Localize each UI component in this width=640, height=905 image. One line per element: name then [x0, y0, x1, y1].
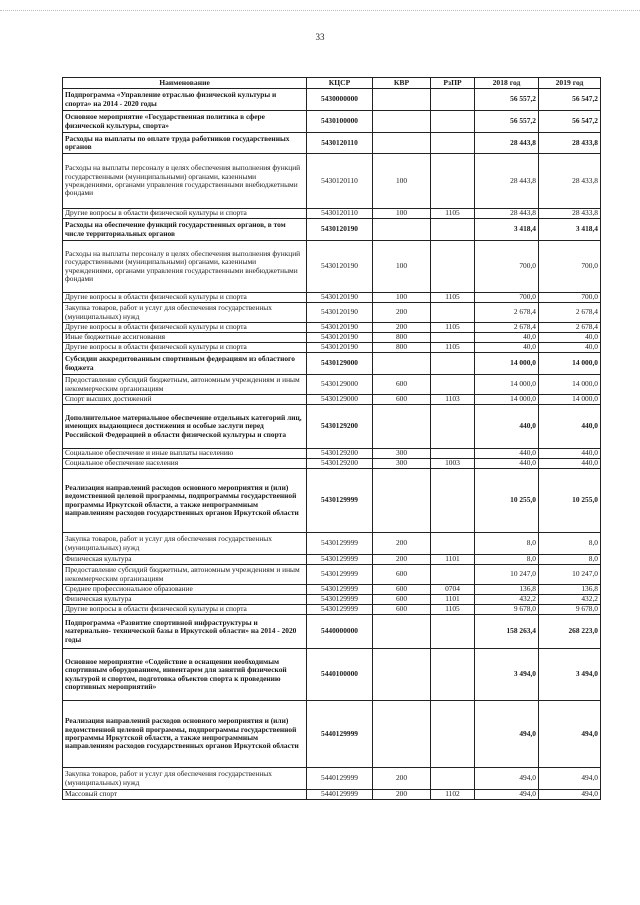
- cell-2019: 9 678,0: [539, 605, 601, 615]
- cell-kvr: 200: [373, 533, 431, 555]
- cell-2018: 494,0: [475, 768, 539, 790]
- cell-rzpr: [431, 111, 475, 133]
- cell-kvr: [373, 219, 431, 241]
- table-row: [63, 375, 601, 395]
- cell-2018: 494,0: [475, 701, 539, 768]
- cell-2019: 440,0: [539, 459, 601, 469]
- cell-name: Расходы на обеспечение функций государственных органов, в том числе территориальных органов: [63, 219, 307, 241]
- cell-name: Среднее профессиональное образование: [63, 585, 307, 595]
- cell-rzpr: [431, 133, 475, 154]
- cell-2019: 14 000,0: [539, 375, 601, 395]
- cell-rzpr: [431, 405, 475, 449]
- cell-kvr: 200: [373, 790, 431, 800]
- table-row: [63, 333, 601, 343]
- table-row: [63, 405, 601, 449]
- cell-kcsr: 5440129999: [307, 701, 373, 768]
- cell-2018: 14 000,0: [475, 375, 539, 395]
- cell-kvr: 600: [373, 565, 431, 585]
- cell-rzpr: 1103: [431, 395, 475, 405]
- cell-kvr: 300: [373, 449, 431, 459]
- cell-rzpr: [431, 449, 475, 459]
- cell-name: Предоставление субсидий бюджетным, автономным учреждениям и иным некоммерческим организациям: [63, 565, 307, 585]
- table-row: [63, 241, 601, 293]
- cell-name: Реализация направлений расходов основного мероприятия и (или) ведомственной целевой программы, подпрограммы государственной программы Иркутской области, а также непрограммным направлениям расходов государственных органов Иркутской области: [63, 469, 307, 533]
- table-row: [63, 395, 601, 405]
- cell-rzpr: 1105: [431, 323, 475, 333]
- cell-2019: 700,0: [539, 241, 601, 293]
- cell-name: Основное мероприятие «Содействие в оснащении необходимым спортивным оборудованием, инвентарем для занятий физической культурой и спортом, подготовка объектов спорта к проведению спортивных мероприятий»: [63, 649, 307, 701]
- cell-rzpr: [431, 649, 475, 701]
- cell-2018: 14 000,0: [475, 353, 539, 375]
- cell-rzpr: 1105: [431, 343, 475, 353]
- cell-name: Другие вопросы в области физической культуры и спорта: [63, 293, 307, 303]
- cell-kcsr: 5430129999: [307, 469, 373, 533]
- cell-rzpr: 1101: [431, 555, 475, 565]
- cell-2019: 28 433,8: [539, 133, 601, 154]
- cell-name: Основное мероприятие «Государственная политика в сфере физической культуры, спорта»: [63, 111, 307, 133]
- table-row: [63, 209, 601, 219]
- cell-2018: 14 000,0: [475, 395, 539, 405]
- cell-2019: 494,0: [539, 701, 601, 768]
- cell-2019: 494,0: [539, 790, 601, 800]
- cell-2019: 440,0: [539, 449, 601, 459]
- cell-2018: 432,2: [475, 595, 539, 605]
- cell-name: Субсидии аккредитованным спортивным федерациям из областного бюджета: [63, 353, 307, 375]
- cell-name: Дополнительное материальное обеспечение отдельных категорий лиц, имеющих выдающиеся достижения и особые заслуги перед Российской Федерацией в области физической культуры и спорта: [63, 405, 307, 449]
- cell-2018: 158 263,4: [475, 615, 539, 649]
- cell-name: Другие вопросы в области физической культуры и спорта: [63, 209, 307, 219]
- cell-kvr: 600: [373, 395, 431, 405]
- cell-rzpr: [431, 219, 475, 241]
- cell-kvr: 600: [373, 585, 431, 595]
- cell-2019: 14 000,0: [539, 353, 601, 375]
- cell-2018: 440,0: [475, 405, 539, 449]
- cell-kcsr: 5430129999: [307, 565, 373, 585]
- page-number: 33: [315, 32, 325, 42]
- cell-kcsr: 5440000000: [307, 615, 373, 649]
- cell-2018: 56 557,2: [475, 111, 539, 133]
- cell-rzpr: [431, 353, 475, 375]
- table-row: [63, 595, 601, 605]
- cell-kvr: 600: [373, 375, 431, 395]
- cell-2018: 10 255,0: [475, 469, 539, 533]
- cell-kvr: 200: [373, 768, 431, 790]
- cell-2019: 494,0: [539, 768, 601, 790]
- cell-2019: 56 547,2: [539, 111, 601, 133]
- cell-name: Предоставление субсидий бюджетным, автономным учреждениям и иным некоммерческим организациям: [63, 375, 307, 395]
- cell-kcsr: 5430129000: [307, 395, 373, 405]
- cell-name: Спорт высших достижений: [63, 395, 307, 405]
- cell-2019: 56 547,2: [539, 89, 601, 111]
- cell-kcsr: 5430120190: [307, 323, 373, 333]
- cell-2019: 268 223,0: [539, 615, 601, 649]
- cell-kcsr: 5430129999: [307, 595, 373, 605]
- table-row: [63, 219, 601, 241]
- cell-name: Расходы на выплаты по оплате труда работников государственных органов: [63, 133, 307, 154]
- cell-kcsr: 5440129999: [307, 768, 373, 790]
- cell-name: Другие вопросы в области физической культуры и спорта: [63, 605, 307, 615]
- cell-kvr: 800: [373, 333, 431, 343]
- table-row: [63, 111, 601, 133]
- cell-2018: 28 443,8: [475, 154, 539, 209]
- table-row: [63, 701, 601, 768]
- cell-rzpr: [431, 768, 475, 790]
- cell-2018: 3 418,4: [475, 219, 539, 241]
- cell-kcsr: 5430120190: [307, 219, 373, 241]
- cell-kvr: [373, 353, 431, 375]
- cell-name: Другие вопросы в области физической культуры и спорта: [63, 323, 307, 333]
- cell-rzpr: 1105: [431, 293, 475, 303]
- cell-kcsr: 5430129000: [307, 353, 373, 375]
- cell-rzpr: [431, 701, 475, 768]
- cell-rzpr: [431, 565, 475, 585]
- cell-name: Закупка товаров, работ и услуг для обеспечения государственных (муниципальных) нужд: [63, 303, 307, 323]
- cell-kvr: 100: [373, 293, 431, 303]
- table-row: [63, 323, 601, 333]
- cell-kcsr: 5430120190: [307, 333, 373, 343]
- cell-kvr: 100: [373, 209, 431, 219]
- cell-2018: 8,0: [475, 533, 539, 555]
- table-row: [63, 343, 601, 353]
- cell-kcsr: 5430120190: [307, 303, 373, 323]
- cell-rzpr: [431, 469, 475, 533]
- cell-kcsr: 5430129999: [307, 585, 373, 595]
- cell-2019: 3 418,4: [539, 219, 601, 241]
- cell-kvr: [373, 89, 431, 111]
- cell-kcsr: 5430100000: [307, 111, 373, 133]
- cell-kvr: 200: [373, 323, 431, 333]
- table-row: [63, 768, 601, 790]
- cell-kcsr: 5430120110: [307, 133, 373, 154]
- table-body: [63, 89, 601, 800]
- cell-kvr: 600: [373, 605, 431, 615]
- header-kcsr: КЦСР: [307, 78, 373, 89]
- cell-rzpr: [431, 303, 475, 323]
- cell-2018: 28 443,8: [475, 133, 539, 154]
- cell-kvr: [373, 615, 431, 649]
- cell-rzpr: [431, 375, 475, 395]
- cell-2018: 136,8: [475, 585, 539, 595]
- cell-name: Социальное обеспечение населения: [63, 459, 307, 469]
- cell-2019: 40,0: [539, 343, 601, 353]
- cell-kcsr: 5430129200: [307, 449, 373, 459]
- cell-kcsr: 5430120190: [307, 241, 373, 293]
- table-row: [63, 449, 601, 459]
- cell-name: Расходы на выплаты персоналу в целях обеспечения выполнения функций государственными (муниципальными) органами, казенными учреждениями, органами управления государственными внебюджетными фондами: [63, 241, 307, 293]
- cell-2018: 440,0: [475, 459, 539, 469]
- table-row: [63, 154, 601, 209]
- cell-2018: 9 678,0: [475, 605, 539, 615]
- cell-rzpr: [431, 533, 475, 555]
- table-row: [63, 605, 601, 615]
- table-row: [63, 293, 601, 303]
- cell-2019: 3 494,0: [539, 649, 601, 701]
- cell-2018: 440,0: [475, 449, 539, 459]
- cell-kvr: 200: [373, 555, 431, 565]
- cell-kvr: 800: [373, 343, 431, 353]
- cell-name: Физическая культура: [63, 555, 307, 565]
- cell-rzpr: 0704: [431, 585, 475, 595]
- cell-2018: 2 678,4: [475, 323, 539, 333]
- table-row: [63, 133, 601, 154]
- cell-kcsr: 5430129999: [307, 555, 373, 565]
- cell-kcsr: 5430120110: [307, 209, 373, 219]
- cell-kvr: 200: [373, 303, 431, 323]
- cell-rzpr: 1101: [431, 595, 475, 605]
- cell-2018: 40,0: [475, 333, 539, 343]
- table-row: [63, 469, 601, 533]
- cell-2019: 432,2: [539, 595, 601, 605]
- table-row: [63, 89, 601, 111]
- cell-kvr: 600: [373, 595, 431, 605]
- table-row: [63, 555, 601, 565]
- cell-kcsr: 5430120110: [307, 154, 373, 209]
- cell-name: Расходы на выплаты персоналу в целях обеспечения выполнения функций государственными (муниципальными) органами, казенными учреждениями, органами управления государственными внебюджетными фондами: [63, 154, 307, 209]
- cell-2019: 2 678,4: [539, 323, 601, 333]
- cell-2019: 136,8: [539, 585, 601, 595]
- cell-kvr: [373, 133, 431, 154]
- cell-kvr: 300: [373, 459, 431, 469]
- cell-rzpr: 1105: [431, 605, 475, 615]
- cell-rzpr: 1003: [431, 459, 475, 469]
- cell-2019: 28 433,8: [539, 209, 601, 219]
- cell-rzpr: 1105: [431, 209, 475, 219]
- cell-kcsr: 5430129200: [307, 459, 373, 469]
- cell-kvr: 100: [373, 241, 431, 293]
- cell-kvr: [373, 469, 431, 533]
- cell-2019: 8,0: [539, 533, 601, 555]
- cell-2018: 3 494,0: [475, 649, 539, 701]
- cell-2019: 440,0: [539, 405, 601, 449]
- header-2019: 2019 год: [539, 78, 601, 89]
- cell-name: Социальное обеспечение и иные выплаты населению: [63, 449, 307, 459]
- budget-table: [62, 77, 601, 800]
- cell-name: Физическая культура: [63, 595, 307, 605]
- cell-kvr: [373, 405, 431, 449]
- header-rzpr: РзПР: [431, 78, 475, 89]
- table-row: [63, 459, 601, 469]
- cell-kcsr: 5430129000: [307, 375, 373, 395]
- cell-name: Закупка товаров, работ и услуг для обеспечения государственных (муниципальных) нужд: [63, 533, 307, 555]
- cell-kvr: [373, 111, 431, 133]
- cell-rzpr: [431, 89, 475, 111]
- cell-2018: 28 443,8: [475, 209, 539, 219]
- cell-kcsr: 5430129999: [307, 533, 373, 555]
- table-row: [63, 353, 601, 375]
- cell-2019: 28 433,8: [539, 154, 601, 209]
- cell-2019: 700,0: [539, 293, 601, 303]
- cell-2019: 40,0: [539, 333, 601, 343]
- cell-name: Подпрограмма «Развитие спортивной инфраструктуры и материально- технической базы в Иркутской области» на 2014 - 2020 годы: [63, 615, 307, 649]
- cell-rzpr: 1102: [431, 790, 475, 800]
- cell-2019: 10 247,0: [539, 565, 601, 585]
- cell-name: Массовый спорт: [63, 790, 307, 800]
- cell-rzpr: [431, 615, 475, 649]
- cell-kcsr: 5430120190: [307, 343, 373, 353]
- cell-kcsr: 5430120190: [307, 293, 373, 303]
- cell-kvr: 100: [373, 154, 431, 209]
- table-row: [63, 533, 601, 555]
- cell-2019: 2 678,4: [539, 303, 601, 323]
- table-header-row: [63, 78, 601, 89]
- header-2018: 2018 год: [475, 78, 539, 89]
- cell-2019: 10 255,0: [539, 469, 601, 533]
- cell-kcsr: 5430129200: [307, 405, 373, 449]
- table-row: [63, 649, 601, 701]
- cell-2018: 56 557,2: [475, 89, 539, 111]
- cell-2019: 14 000,0: [539, 395, 601, 405]
- cell-rzpr: [431, 241, 475, 293]
- table-row: [63, 790, 601, 800]
- cell-rzpr: [431, 154, 475, 209]
- cell-2018: 10 247,0: [475, 565, 539, 585]
- cell-kcsr: 5430129999: [307, 605, 373, 615]
- table-row: [63, 585, 601, 595]
- cell-kcsr: 5430000000: [307, 89, 373, 111]
- cell-kcsr: 5440129999: [307, 790, 373, 800]
- cell-2019: 8,0: [539, 555, 601, 565]
- cell-2018: 700,0: [475, 241, 539, 293]
- cell-kvr: [373, 701, 431, 768]
- cell-2018: 2 678,4: [475, 303, 539, 323]
- cell-name: Подпрограмма «Управление отраслью физической культуры и спорта» на 2014 - 2020 годы: [63, 89, 307, 111]
- table-row: [63, 615, 601, 649]
- header-name: Наименование: [63, 78, 307, 89]
- cell-2018: 700,0: [475, 293, 539, 303]
- cell-name: Иные бюджетные ассигнования: [63, 333, 307, 343]
- cell-2018: 40,0: [475, 343, 539, 353]
- cell-name: Реализация направлений расходов основного мероприятия и (или) ведомственной целевой программы, подпрограммы государственной программы Иркутской области, а также непрограммным направлениям расходов государственных органов Иркутской области: [63, 701, 307, 768]
- cell-name: Закупка товаров, работ и услуг для обеспечения государственных (муниципальных) нужд: [63, 768, 307, 790]
- cell-2018: 8,0: [475, 555, 539, 565]
- cell-name: Другие вопросы в области физической культуры и спорта: [63, 343, 307, 353]
- cell-kcsr: 5440100000: [307, 649, 373, 701]
- table-row: [63, 565, 601, 585]
- cell-rzpr: [431, 333, 475, 343]
- cell-2018: 494,0: [475, 790, 539, 800]
- table-row: [63, 303, 601, 323]
- scan-artifact-line: [0, 10, 640, 15]
- cell-kvr: [373, 649, 431, 701]
- header-kvr: КВР: [373, 78, 431, 89]
